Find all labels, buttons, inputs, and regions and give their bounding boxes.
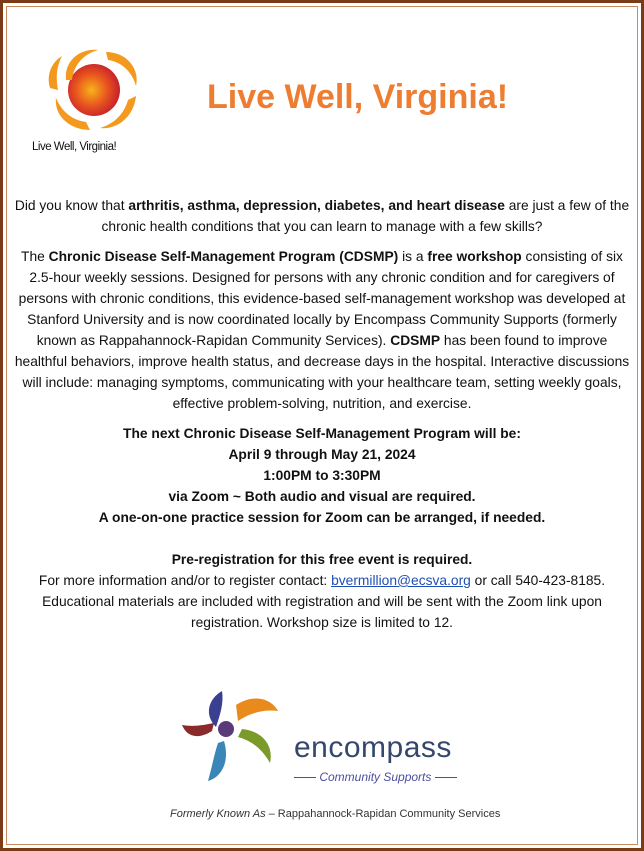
zoom-practice-note: A one-on-one practice session for Zoom can be arranged, if needed. (98, 510, 546, 525)
contact-line: For more information and/or to register contact: bvermillion@ecsva.org or call 540-423-8185. (38, 573, 606, 588)
page-title: Live Well, Virginia! (207, 78, 509, 116)
preregistration-note: Pre-registration for this free event is required. (171, 552, 473, 567)
live-well-virginia-logo (32, 40, 162, 155)
formerly-known-as: Formerly Known As – Rappahannock-Rapidan Community Services (170, 808, 501, 820)
encompass-wordmark: encompass (294, 731, 452, 764)
encompass-logo (178, 685, 488, 785)
intro-paragraph: Did you know that arthritis, asthma, depression, diabetes, and heart disease are just a few of the chronic health conditions that you can learn to manage with a few skills? (14, 198, 630, 234)
encompass-subtitle: Community Supports (294, 770, 474, 784)
program-description-paragraph: The Chronic Disease Self-Management Program (CDSMP) is a free workshop consisting of six 2.5-hour weekly sessions. Designed for persons with any chronic condition and for caregivers of persons with chronic conditions, this evidence-based self-management workshop was developed at Stanford University and is now coordinated locally by Encompass Community Supports (formerly known as Rappahannock-Rapidan Community Services). CDSMP has been found to improve healthful behaviors, improve health status, and decrease days in the hospital. Interactive discussions will include: managing symptoms, communicating with your healthcare team, setting weekly goals, effective problem-solving, nutrition, and exercise. (14, 249, 630, 411)
program-format: via Zoom ~ Both audio and visual are required. (168, 489, 476, 504)
flyer-body (14, 195, 630, 633)
contact-email-link[interactable]: bvermillion@ecsva.org (331, 573, 471, 588)
encompass-petal-logo-icon (178, 685, 288, 785)
logo-caption: Live Well, Virginia! (32, 141, 117, 153)
program-heading: The next Chronic Disease Self-Management Program will be: (123, 426, 521, 441)
program-dates: April 9 through May 21, 2024 (228, 447, 416, 462)
program-time: 1:00PM to 3:30PM (263, 468, 381, 483)
materials-note: Educational materials are included with registration and will be sent with the Zoom link upon registration. Workshop size is limited to 12. (42, 594, 602, 630)
sun-swirl-logo-icon (36, 40, 152, 140)
